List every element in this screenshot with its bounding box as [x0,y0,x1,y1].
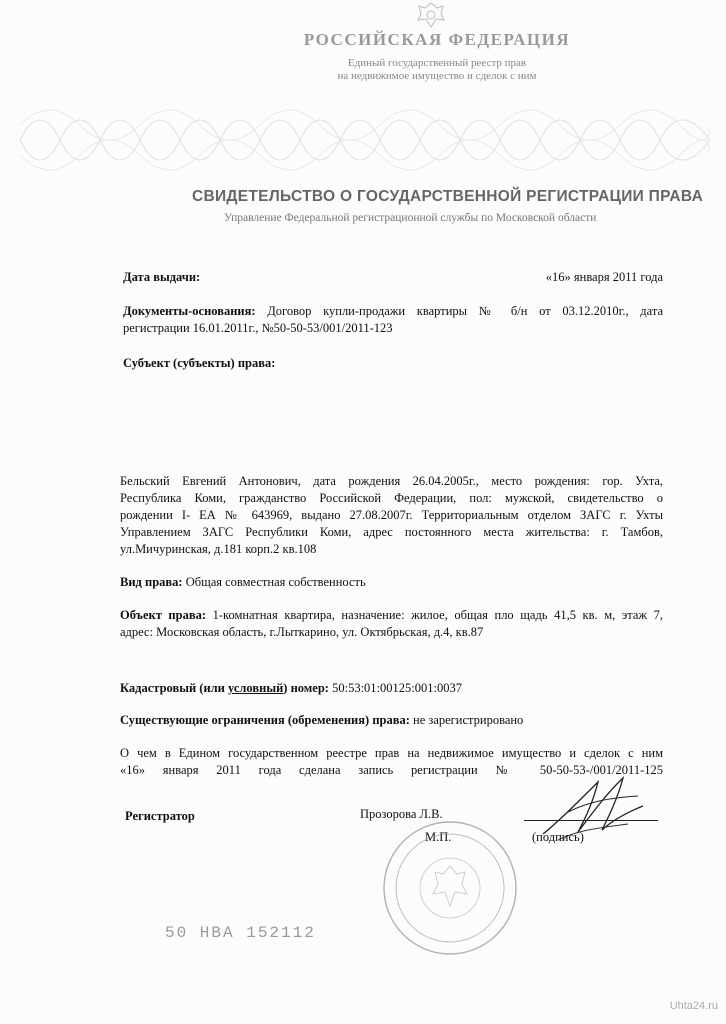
documents-label: Документы-основания: [123,304,256,318]
object-text-1: 1-комнатная квартира, назначение: жилое, общая пло щадь 41,5 кв. м, этаж 7, [212,608,663,622]
object-label: Объект права: [120,608,206,622]
restrictions-value: не зарегистрировано [413,713,524,727]
restrictions-label: Существующие ограничения (обременения) права: [120,713,410,727]
guilloche-pattern [20,95,710,185]
subject-block [120,473,663,558]
right-type-value: Общая совместная собственность [185,575,366,589]
documents-text-1: Договор купли-продажи квартиры № б/н от 03.12.2010г., дата [267,304,664,318]
cadastral-value: 50:53:01:00125:001:0037 [332,681,462,695]
coat-of-arms-icon [414,0,448,30]
issuer-line: Управление Федеральной регистрационной службы по Московской области [224,212,597,224]
registrar-label: Регистратор [125,809,195,823]
registry-line-2: на недвижимое имущество и сделок с ним [337,70,537,82]
subject-line-2: Республика Коми, гражданство Российской Федерации, пол: мужской, свидетельство о [120,491,663,505]
site-watermark: Uhta24.ru [669,1000,718,1012]
registrar-name: Прозорова Л.В. [360,807,443,821]
subject-line-1: Бельский Евгений Антонович, дата рождения 26.04.2005г., место рождения: гор. Ухта, [120,474,663,488]
object-text-2: адрес: Московская область, г.Лыткарино, ул. Октябрьская, д.4, кв.87 [120,625,484,639]
country-heading: РОССИЙСКАЯ ФЕДЕРАЦИЯ [303,30,571,49]
subject-label: Субъект (субъекты) права: [123,356,276,370]
record-line-2: «16» января 2011 года сделана запись регистрации № 50-50-53-/001/2011-125 [120,763,663,777]
signature-caption: (подпись) [532,830,584,844]
record-line-1: О чем в Едином государственном реестре прав на недвижимое имущество и сделок с ним [120,746,663,760]
official-seal [375,818,525,958]
subject-line-3: рождении I- ЕА № 643969, выдано 27.08.2007г. Территориальным отделом ЗАГС г. Ухты [120,508,663,522]
handwritten-signature [538,772,648,846]
right-type-row [120,574,366,591]
subject-line-5: ул.Мичуринская, д.181 корп.2 кв.108 [120,542,317,556]
seal-label: М.П. [425,830,452,844]
cadastral-label-b: условный [228,681,284,695]
cadastral-label-c: ) номер: [283,681,329,695]
registry-heading [0,57,726,83]
documents-text-2: регистрации 16.01.2011г., №50-50-53/001/2011-123 [123,321,393,335]
certificate-title: СВИДЕТЕЛЬСТВО О ГОСУДАРСТВЕННОЙ РЕГИСТРАЦИИ ПРАВА [192,188,704,205]
object-block [120,607,663,641]
documents-block [123,303,663,337]
issue-date-value: «16» января 2011 года [545,270,663,284]
right-type-label: Вид права: [120,575,183,589]
issue-date-row [123,269,663,286]
cadastral-label-a: Кадастровый (или [120,681,228,695]
restrictions-row [120,712,523,729]
serial-number: 50 НВА 152112 [165,924,316,942]
registry-line-1: Единый государственный реестр прав [347,57,527,69]
documents-line-1 [123,303,663,320]
object-line-1 [120,607,663,624]
cadastral-row [120,680,462,697]
subject-line-4: Управлением ЗАГС Республики Коми, адрес постоянного места жительства: г. Тамбов, [120,525,663,539]
issue-date-label: Дата выдачи: [123,270,201,284]
